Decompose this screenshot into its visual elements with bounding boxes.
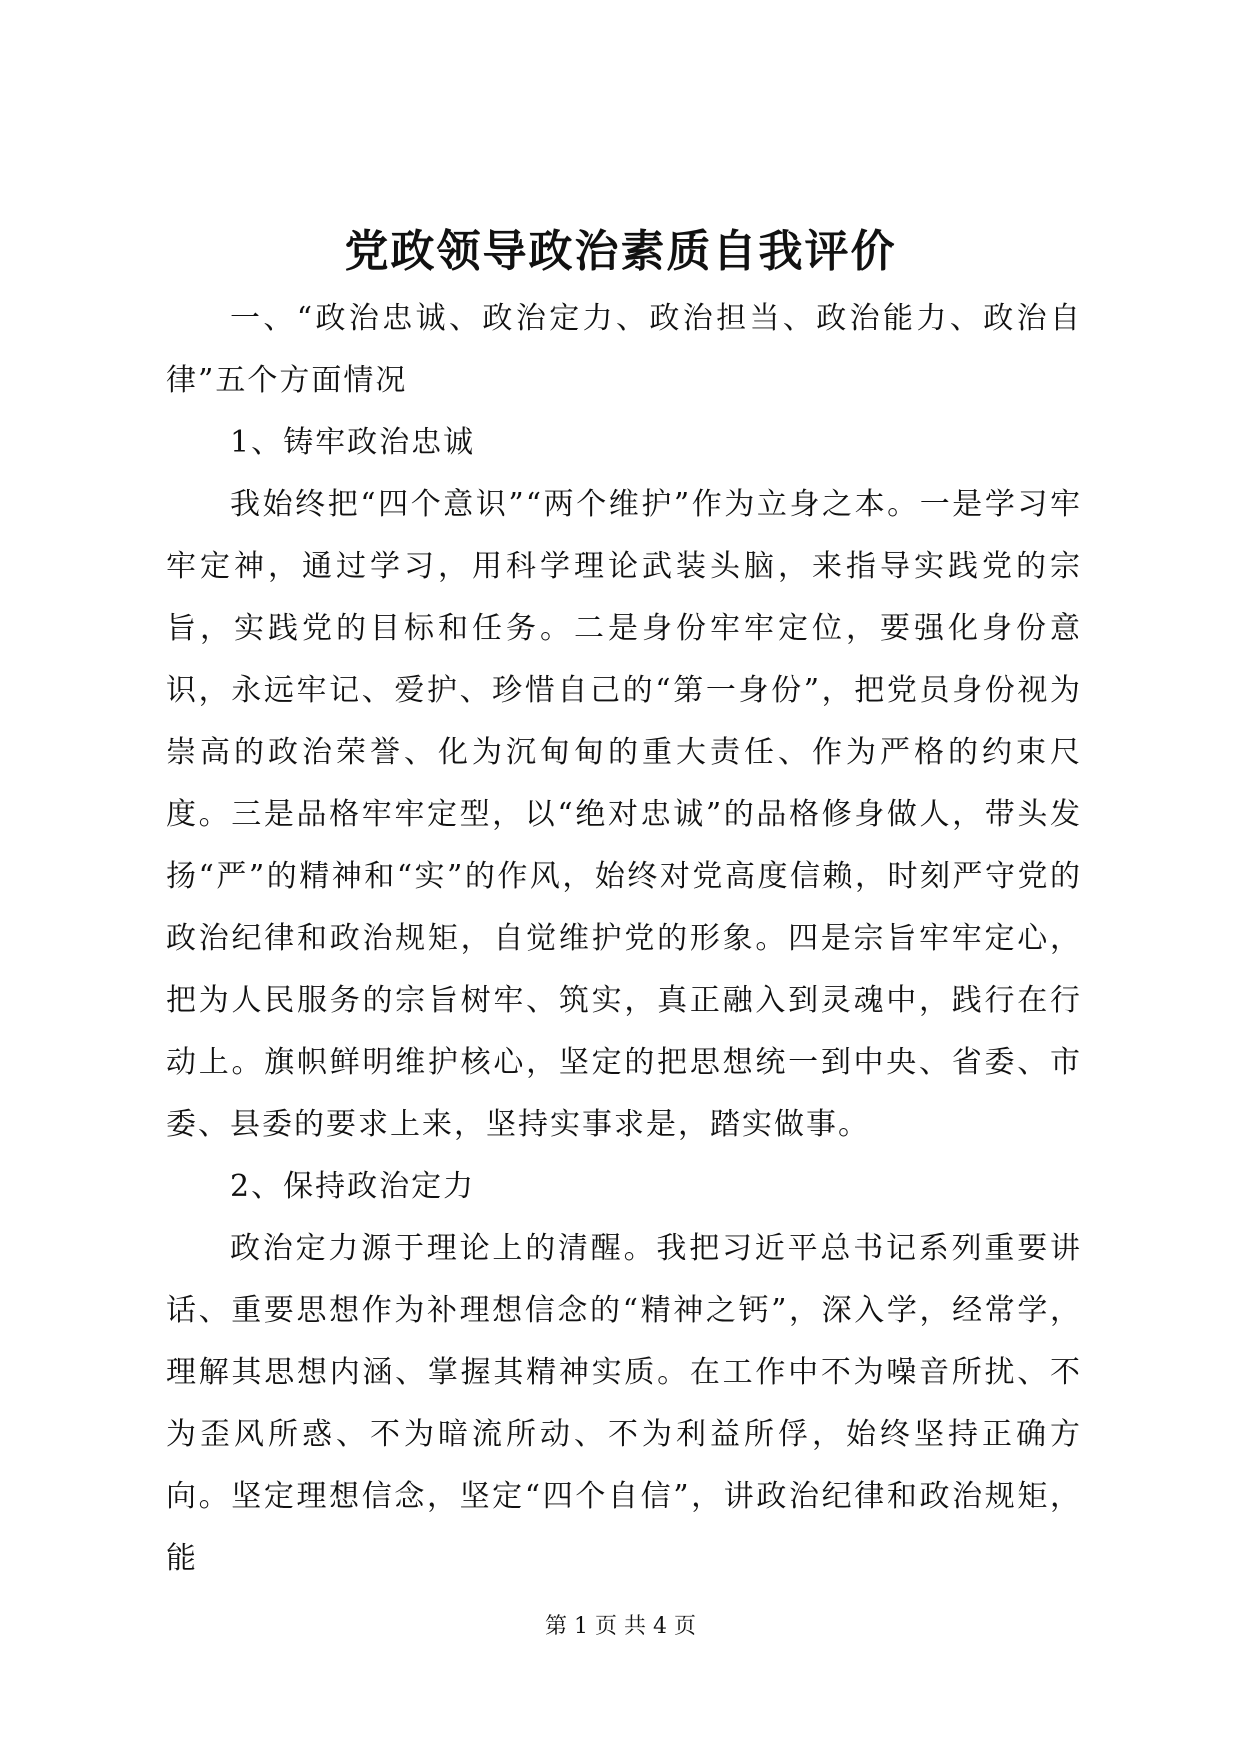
paragraph-political-loyalty: 我始终把“四个意识”“两个维护”作为立身之本。一是学习牢牢定神，通过学习，用科学理论武装头脑，来指导实践党的宗旨，实践党的目标和任务。二是身份牢牢定位，要强化身份意识，永远牢记、爱护、珍惜自己的“第一身份”，把党员身份视为崇高的政治荣誉、化为沉甸甸的重大责任、作为严格的约束尺度。三是品格牢牢定型，以“绝对忠诚”的品格修身做人，带头发扬“严”的精神和“实”的作风，始终对党高度信赖，时刻严守党的政治纪律和政治规矩，自觉维护党的形象。四是宗旨牢牢定心，把为人民服务的宗旨树牢、筑实，真正融入到灵魂中，践行在行动上。旗帜鲜明维护核心，坚定的把思想统一到中央、省委、市委、县委的要求上来，坚持实事求是，踏实做事。 <box>166 487 1082 1142</box>
document-body <box>166 288 1082 1590</box>
page-number-footer: 第 1 页 共 4 页 <box>545 1614 696 1639</box>
paragraph-political-resolve: 政治定力源于理论上的清醒。我把习近平总书记系列重要讲话、重要思想作为补理想信念的“精神之钙”，深入学，经常学，理解其思想内涵、掌握其精神实质。在工作中不为噪音所扰、不为歪风所惑、不为暗流所动、不为利益所俘，始终坚持正确方向。坚定理想信念，坚定“四个自信”，讲政治纪律和政治规矩，能 <box>166 1231 1082 1576</box>
document-title: 党政领导政治素质自我评价 <box>344 226 897 277</box>
subsection-heading-2: 2、保持政治定力 <box>230 1169 476 1204</box>
section-heading-1: 一、“政治忠诚、政治定力、政治担当、政治能力、政治自律”五个方面情况 <box>166 301 1082 398</box>
subsection-heading-1: 1、铸牢政治忠诚 <box>230 425 476 460</box>
